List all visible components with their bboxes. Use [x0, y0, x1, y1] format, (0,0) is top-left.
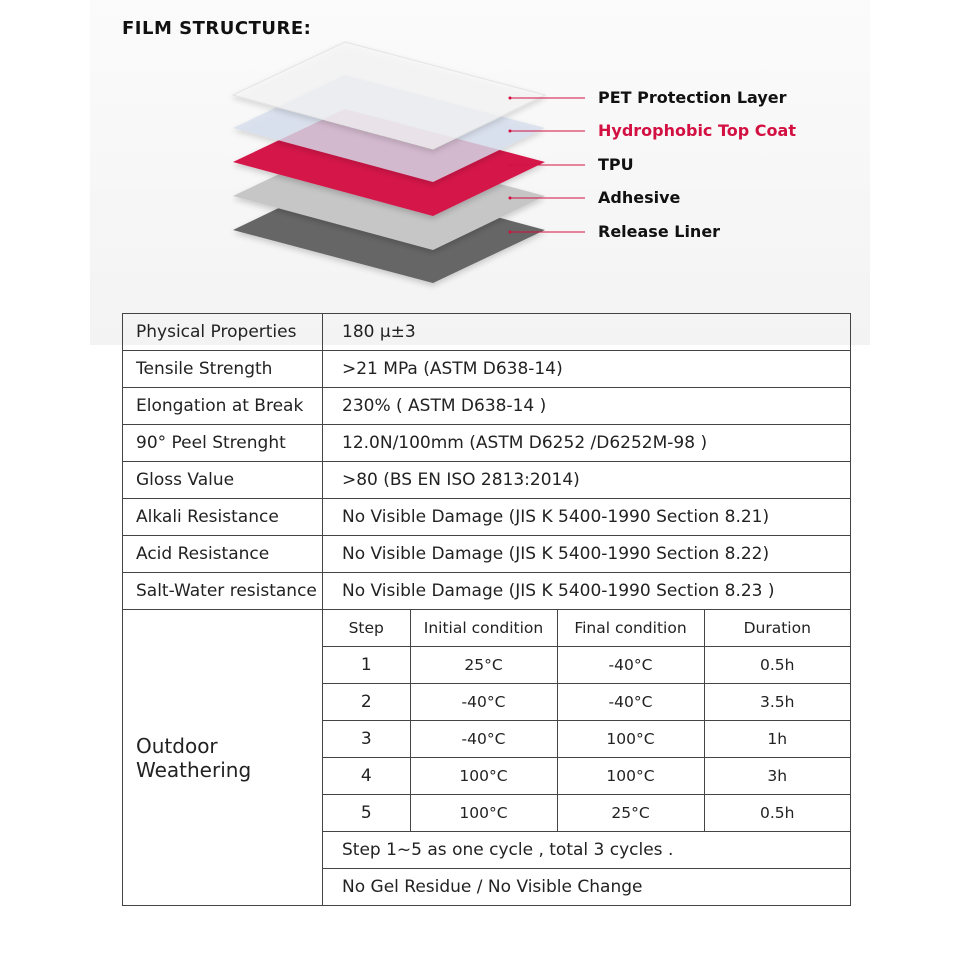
table-row	[123, 388, 851, 425]
outdoor-weathering-label: Outdoor Weathering	[123, 610, 323, 906]
property-value: 180 μ±3	[323, 314, 851, 351]
result-row	[323, 869, 850, 906]
duration: 0.5h	[704, 795, 850, 832]
final-condition: 25°C	[557, 795, 704, 832]
duration: 0.5h	[704, 647, 850, 684]
final-condition: 100°C	[557, 758, 704, 795]
property-name: 90° Peel Strenght	[123, 425, 323, 462]
table-row	[123, 314, 851, 351]
duration: 3.5h	[704, 684, 850, 721]
column-header-duration: Duration	[704, 610, 850, 647]
property-name: Gloss Value	[123, 462, 323, 499]
property-value: No Visible Damage (JIS K 5400-1990 Section 8.21)	[323, 499, 851, 536]
final-condition: -40°C	[557, 647, 704, 684]
column-header-final: Final condition	[557, 610, 704, 647]
outdoor-weathering-row	[123, 610, 851, 906]
table-row	[123, 536, 851, 573]
weathering-step-row	[323, 684, 850, 721]
leader-dot-pet	[509, 97, 512, 100]
final-condition: -40°C	[557, 684, 704, 721]
leader-dot-adhesive	[509, 197, 512, 200]
leader-dot-hydrophobic	[509, 130, 512, 133]
step-number: 5	[323, 795, 410, 832]
table-row	[123, 351, 851, 388]
initial-condition: 100°C	[410, 795, 557, 832]
leader-dot-tpu	[509, 164, 512, 167]
leader-lines	[510, 98, 585, 232]
property-name: Acid Resistance	[123, 536, 323, 573]
property-name: Elongation at Break	[123, 388, 323, 425]
layer-label-pet: PET Protection Layer	[598, 88, 787, 107]
table-row	[123, 499, 851, 536]
weathering-step-row	[323, 758, 850, 795]
duration: 1h	[704, 721, 850, 758]
initial-condition: 100°C	[410, 758, 557, 795]
step-number: 3	[323, 721, 410, 758]
table-row	[123, 573, 851, 610]
cycle-note: Step 1~5 as one cycle , total 3 cycles .	[323, 832, 850, 869]
layer-label-adhesive: Adhesive	[598, 188, 681, 207]
weathering-step-row	[323, 721, 850, 758]
outdoor-weathering-details	[323, 610, 851, 906]
initial-condition: 25°C	[410, 647, 557, 684]
property-value: 12.0N/100mm (ASTM D6252 /D6252M-98 )	[323, 425, 851, 462]
film-structure-heading: FILM STRUCTURE:	[122, 18, 312, 39]
specifications-table	[122, 313, 851, 906]
property-name: Alkali Resistance	[123, 499, 323, 536]
step-number: 2	[323, 684, 410, 721]
property-name: Salt-Water resistance	[123, 573, 323, 610]
layer-label-tpu: TPU	[598, 155, 634, 174]
film-layer-diagram	[0, 0, 960, 345]
property-value: No Visible Damage (JIS K 5400-1990 Section 8.23 )	[323, 573, 851, 610]
weathering-steps-table	[323, 610, 850, 905]
table-row	[123, 462, 851, 499]
column-header-initial: Initial condition	[410, 610, 557, 647]
leader-dot-liner	[509, 231, 512, 234]
initial-condition: -40°C	[410, 684, 557, 721]
column-header-step: Step	[323, 610, 410, 647]
property-value: 230% ( ASTM D638-14 )	[323, 388, 851, 425]
property-name: Physical Properties	[123, 314, 323, 351]
cycle-note-row	[323, 832, 850, 869]
property-value: >21 MPa (ASTM D638-14)	[323, 351, 851, 388]
duration: 3h	[704, 758, 850, 795]
step-number: 1	[323, 647, 410, 684]
step-number: 4	[323, 758, 410, 795]
property-name: Tensile Strength	[123, 351, 323, 388]
weathering-header-row	[323, 610, 850, 647]
weathering-result: No Gel Residue / No Visible Change	[323, 869, 850, 906]
weathering-step-row	[323, 795, 850, 832]
property-value: >80 (BS EN ISO 2813:2014)	[323, 462, 851, 499]
layer-label-release-liner: Release Liner	[598, 222, 721, 241]
initial-condition: -40°C	[410, 721, 557, 758]
final-condition: 100°C	[557, 721, 704, 758]
table-row	[123, 425, 851, 462]
weathering-step-row	[323, 647, 850, 684]
property-value: No Visible Damage (JIS K 5400-1990 Section 8.22)	[323, 536, 851, 573]
layer-label-hydrophobic: Hydrophobic Top Coat	[598, 121, 796, 140]
